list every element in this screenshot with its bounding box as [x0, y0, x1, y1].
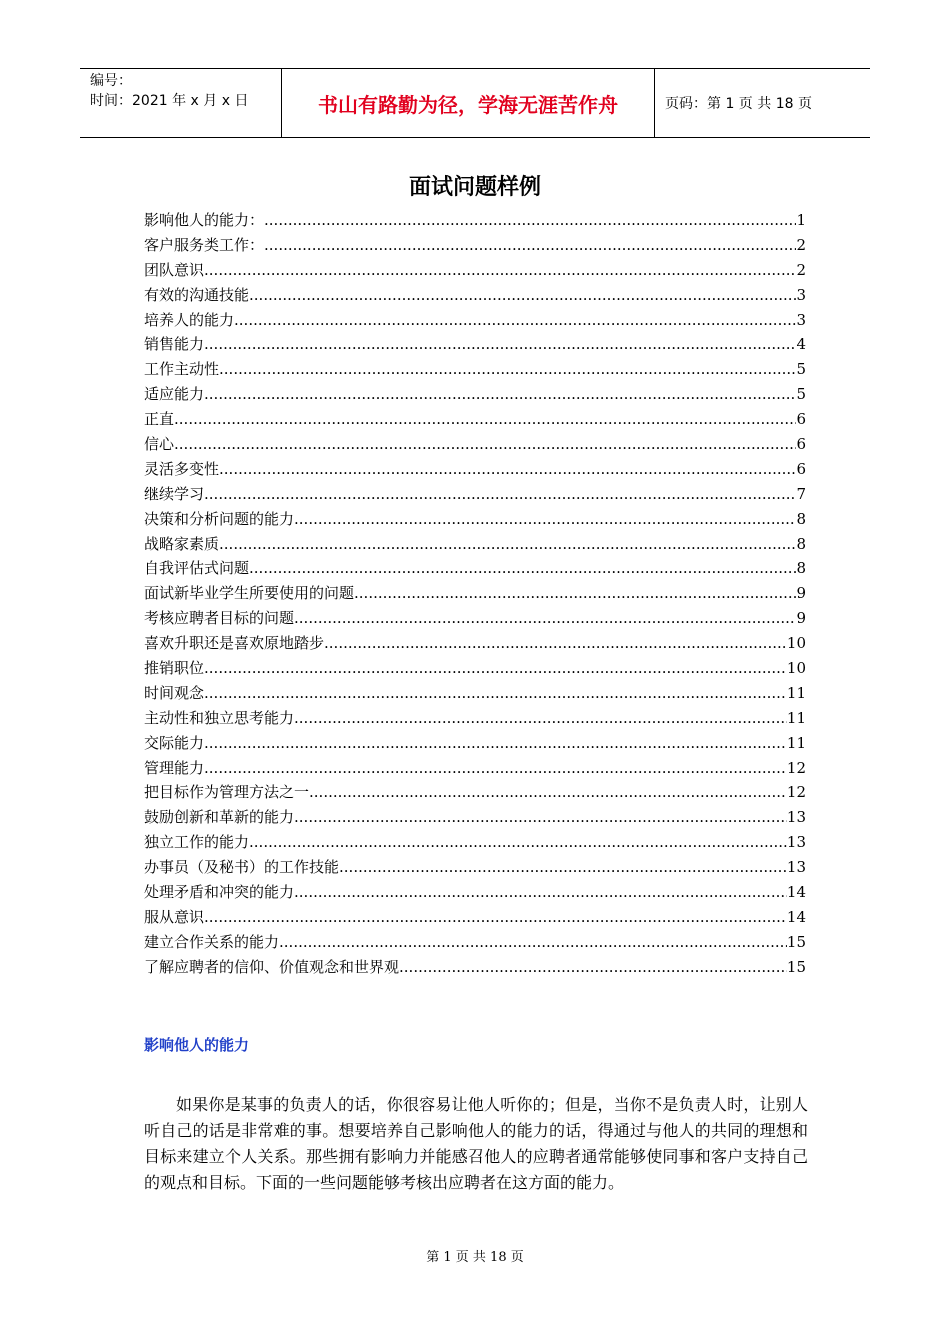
- document-header: [80, 68, 870, 138]
- section-paragraph: 如果你是某事的负责人的话，你很容易让他人听你的；但是，当你不是负责人时，让别人听自己的话是非常难的事。想要培养自己影响他人的能力的话，得通过与他人的共同的理想和目标来建立个人关系。那些拥有影响力并能感召他人的应聘者通常能够使同事和客户支持自己的观点和目标。下面的一些问题能够考核出应聘者在这方面的能力。: [144, 1095, 808, 1192]
- toc-dot-leader: [249, 830, 787, 855]
- toc-dot-leader: [204, 258, 796, 283]
- toc-entry-label: 自我评估式问题: [144, 559, 250, 578]
- toc-entry-label: 团队意识: [144, 260, 205, 279]
- toc-entry-label: 主动性和独立思考能力: [144, 708, 295, 727]
- toc-entry-page: 12: [786, 758, 806, 777]
- toc-entry-page: 1: [796, 210, 806, 229]
- toc-entry-label: 正直: [144, 410, 175, 429]
- toc-entry-page: 13: [786, 858, 806, 877]
- number-label: 编号：: [90, 73, 132, 89]
- toc-dot-leader: [399, 955, 787, 980]
- toc-entry-label: 信心: [144, 435, 175, 453]
- toc-dot-leader: [174, 407, 796, 432]
- toc-dot-leader: [354, 581, 796, 606]
- toc-dot-leader: [264, 208, 796, 233]
- toc-entry-label: 独立工作的能力: [144, 833, 250, 852]
- toc-entry-page: 13: [786, 833, 806, 852]
- toc-entry[interactable]: [144, 507, 806, 532]
- toc-dot-leader: [339, 855, 787, 880]
- toc-entry[interactable]: [144, 756, 806, 781]
- header-motto: 书山有路勤为径，学海无涯苦作舟: [282, 69, 655, 137]
- time-label: 时间：2021 年 x 月 x 日: [90, 93, 249, 109]
- toc-dot-leader: [234, 308, 796, 333]
- toc-dot-leader: [264, 233, 796, 258]
- header-page-info: 页码：第 1 页 共 18 页: [665, 96, 812, 112]
- toc-entry-label: 喜欢升职还是喜欢原地踏步: [144, 634, 325, 653]
- toc-entry-page: 10: [786, 659, 806, 678]
- toc-entry[interactable]: [144, 855, 806, 880]
- toc-entry-page: 2: [796, 235, 806, 254]
- toc-entry-page: 8: [796, 559, 806, 578]
- toc-entry-label: 培养人的能力: [144, 310, 235, 329]
- toc-entry[interactable]: [144, 905, 806, 930]
- toc-entry-page: 8: [796, 509, 806, 528]
- toc-entry[interactable]: [144, 233, 806, 258]
- toc-entry[interactable]: [144, 357, 806, 382]
- toc-entry-label: 管理能力: [144, 758, 205, 777]
- toc-entry-label: 有效的沟通技能: [144, 285, 250, 304]
- toc-entry-page: 13: [786, 808, 806, 827]
- toc-entry[interactable]: [144, 556, 806, 581]
- toc-entry-page: 10: [786, 634, 806, 653]
- toc-entry[interactable]: [144, 706, 806, 731]
- toc-entry[interactable]: [144, 830, 806, 855]
- toc-entry-label: 工作主动性: [144, 360, 220, 379]
- toc-entry[interactable]: [144, 731, 806, 756]
- toc-entry-label: 时间观念: [144, 683, 205, 702]
- toc-entry-label: 建立合作关系的能力: [144, 932, 280, 951]
- toc-entry[interactable]: [144, 532, 806, 557]
- toc-entry[interactable]: [144, 780, 806, 805]
- toc-dot-leader: [324, 631, 787, 656]
- toc-entry-label: 办事员（及秘书）的工作技能: [144, 858, 340, 877]
- toc-dot-leader: [279, 930, 787, 955]
- toc-entry-label: 推销职位: [144, 659, 205, 678]
- toc-dot-leader: [294, 706, 787, 731]
- toc-entry[interactable]: [144, 930, 806, 955]
- toc-dot-leader: [294, 805, 787, 830]
- toc-entry-page: 15: [786, 957, 806, 976]
- toc-dot-leader: [204, 656, 787, 681]
- document-title: 面试问题样例: [408, 175, 541, 200]
- toc-dot-leader: [294, 507, 796, 532]
- toc-entry-label: 服从意识: [144, 907, 205, 926]
- toc-entry-label: 处理矛盾和冲突的能力: [144, 883, 295, 902]
- toc-entry-page: 5: [796, 360, 806, 379]
- toc-entry-page: 15: [786, 932, 806, 951]
- toc-entry-page: 3: [796, 310, 806, 329]
- toc-dot-leader: [204, 382, 796, 407]
- toc-entry[interactable]: [144, 457, 806, 482]
- toc-entry-label: 灵活多变性: [144, 459, 220, 478]
- toc-entry-label: 鼓励创新和革新的能力: [144, 808, 295, 827]
- toc-dot-leader: [219, 357, 796, 382]
- toc-entry-page: 6: [796, 459, 806, 478]
- toc-entry-page: 3: [796, 285, 806, 304]
- toc-dot-leader: [249, 283, 796, 308]
- toc-entry[interactable]: [144, 308, 806, 333]
- toc-dot-leader: [294, 880, 787, 905]
- section-heading: 影响他人的能力: [144, 1036, 250, 1054]
- toc-entry[interactable]: [144, 631, 806, 656]
- toc-dot-leader: [204, 332, 796, 357]
- toc-dot-leader: [174, 432, 796, 457]
- toc-entry-page: 9: [796, 584, 806, 603]
- toc-dot-leader: [249, 556, 796, 581]
- toc-entry-label: 考核应聘者目标的问题: [144, 609, 295, 628]
- toc-entry-label: 继续学习: [144, 484, 205, 503]
- toc-entry[interactable]: [144, 606, 806, 631]
- toc-entry-page: 11: [786, 733, 806, 752]
- toc-dot-leader: [219, 532, 796, 557]
- toc-entry-page: 11: [786, 683, 806, 702]
- toc-entry-page: 9: [796, 609, 806, 628]
- toc-entry-label: 战略家素质: [144, 534, 220, 553]
- toc-entry[interactable]: [144, 283, 806, 308]
- toc-dot-leader: [219, 457, 796, 482]
- header-meta: [80, 69, 282, 137]
- toc-entry-page: 2: [796, 260, 806, 279]
- toc-dot-leader: [204, 731, 787, 756]
- toc-entry[interactable]: [144, 681, 806, 706]
- toc-entry-label: 客户服务类工作：: [144, 235, 265, 254]
- toc-entry[interactable]: [144, 955, 806, 980]
- toc-entry-page: 11: [786, 708, 806, 727]
- toc-entry-label: 销售能力: [144, 335, 205, 354]
- toc-entry[interactable]: [144, 432, 806, 457]
- toc-entry-label: 适应能力: [144, 385, 205, 404]
- page-footer: 第 1 页 共 18 页: [426, 1250, 524, 1265]
- toc-entry-label: 了解应聘者的信仰、价值观念和世界观: [144, 957, 400, 976]
- toc-entry-page: 12: [786, 783, 806, 802]
- toc-entry-label: 把目标作为管理方法之一: [144, 783, 310, 802]
- toc-dot-leader: [294, 606, 796, 631]
- toc-entry-label: 影响他人的能力：: [144, 210, 265, 229]
- toc-entry[interactable]: [144, 258, 806, 283]
- toc-entry-page: 5: [796, 385, 806, 404]
- toc-entry[interactable]: [144, 656, 806, 681]
- toc-entry[interactable]: [144, 208, 806, 233]
- toc-entry-label: 决策和分析问题的能力: [144, 509, 295, 528]
- toc-entry-page: 4: [796, 335, 806, 354]
- toc-dot-leader: [309, 780, 787, 805]
- toc-entry-label: 面试新毕业学生所要使用的问题: [144, 584, 355, 603]
- toc-entry[interactable]: [144, 805, 806, 830]
- toc-entry[interactable]: [144, 482, 806, 507]
- toc-entry[interactable]: [144, 880, 806, 905]
- toc-entry-page: 6: [796, 410, 806, 429]
- toc-dot-leader: [204, 756, 787, 781]
- table-of-contents: [144, 208, 806, 980]
- toc-entry[interactable]: [144, 332, 806, 357]
- toc-entry-page: 14: [786, 907, 806, 926]
- toc-entry[interactable]: [144, 382, 806, 407]
- toc-dot-leader: [204, 482, 796, 507]
- toc-dot-leader: [204, 681, 787, 706]
- toc-entry-page: 7: [796, 484, 806, 503]
- toc-entry[interactable]: [144, 407, 806, 432]
- toc-entry[interactable]: [144, 581, 806, 606]
- toc-entry-page: 14: [786, 883, 806, 902]
- toc-entry-page: 6: [796, 435, 806, 453]
- toc-entry-label: 交际能力: [144, 733, 205, 752]
- toc-entry-page: 8: [796, 534, 806, 553]
- toc-dot-leader: [204, 905, 787, 930]
